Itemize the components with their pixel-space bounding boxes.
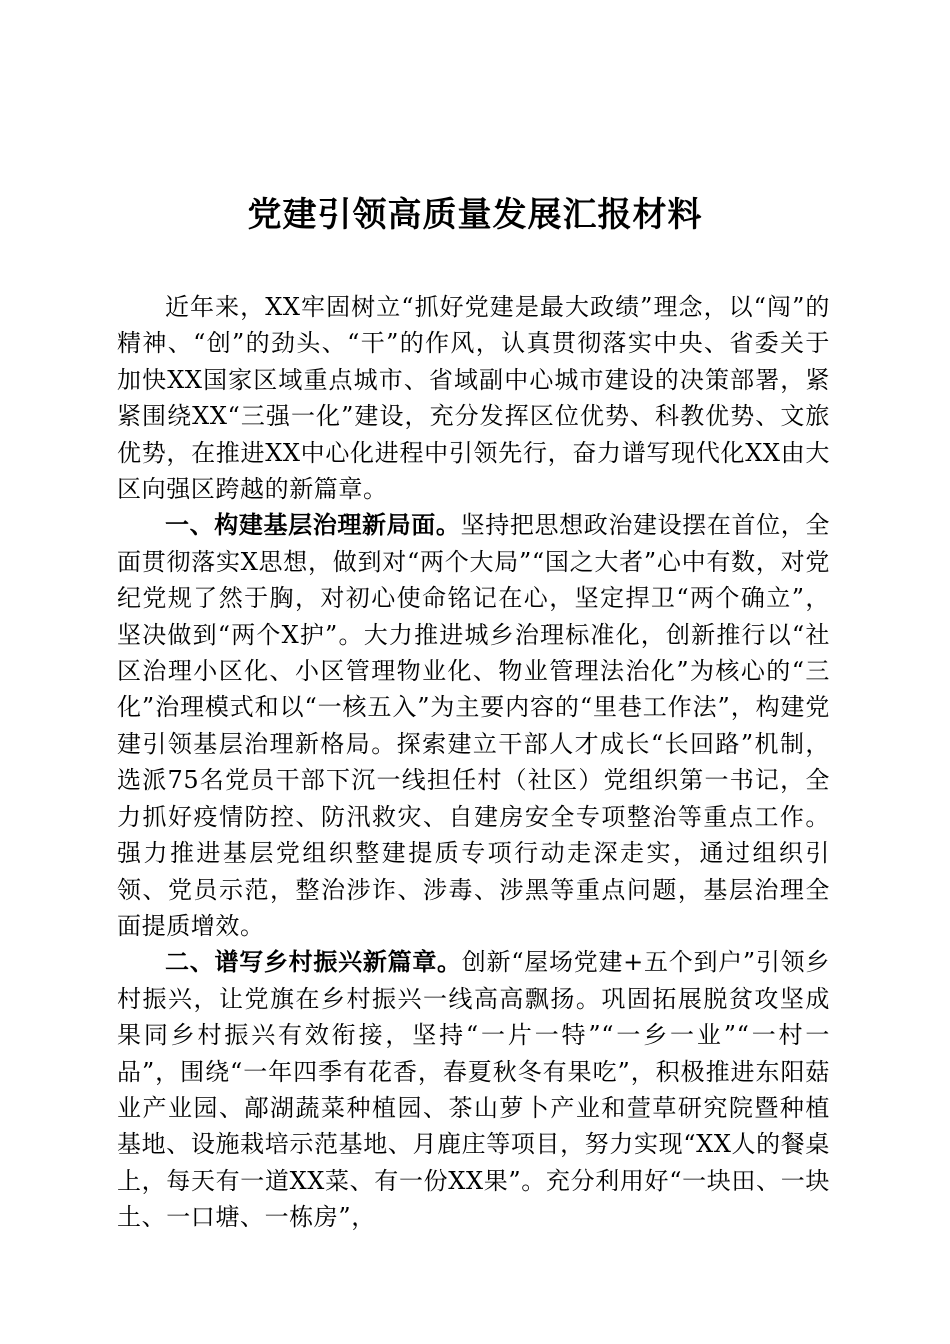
paragraph-section-2 (117, 944, 830, 1235)
section-2-text: 创新“屋场党建+五个到户”引领乡村振兴，让党旗在乡村振兴一线高高飘扬。巩固拓展脱贫攻坚成果同乡村振兴有效衔接，坚持“一片一特”“一乡一业”“一村一品”，围绕“一年四季有花香，春夏秋冬有果吃”，积极推进东阳菇业产业园、鄗湖蔬菜种植园、茶山萝卜产业和萱草研究院暨种植基地、设施栽培示范基地、月鹿庄等项目，努力实现“XX人的餐桌上，每天有一道XX菜、有一份XX果”。充分利用好“一块田、一块土、一口塘、一栋房”， (117, 948, 830, 1232)
section-2-heading: 二、谱写乡村振兴新篇章。 (165, 947, 462, 977)
section-1-heading: 一、构建基层治理新局面。 (165, 510, 461, 540)
section-1-text: 坚持把思想政治建设摆在首位，全面贯彻落实X思想，做到对“两个大局”“国之大者”心中有数，对党纪党规了然于胸，对初心使命铭记在心，坚定捍卫“两个确立”，坚决做到“两个X护”。大力推进城乡治理标准化，创新推行以“社区治理小区化、小区管理物业化、物业管理法治化”为核心的“三化”治理模式和以“一核五入”为主要内容的“里巷工作法”，构建党建引领基层治理新格局。探索建立干部人才成长“长回路”机制，选派75名党员干部下沉一线担任村（社区）党组织第一书记，全力抓好疫情防控、防汛救灾、自建房安全专项整治等重点工作。强力推进基层党组织整建提质专项行动走深走实，通过组织引领、党员示范，整治涉诈、涉毒、涉黑等重点问题，基层治理全面提质增效。 (117, 511, 831, 940)
document-body (117, 289, 830, 1236)
paragraph-section-1 (117, 507, 830, 944)
document-title: 党建引领高质量发展汇报材料 (247, 195, 703, 235)
paragraph-intro (117, 289, 830, 507)
paragraph-intro-text: 近年来，XX牢固树立“抓好党建是最大政绩”理念，以“闯”的精神、“创”的劲头、“干”的作风，认真贯彻落实中央、省委关于加快XX国家区域重点城市、省域副中心城市建设的决策部署，紧紧围绕XX“三强一化”建设，充分发挥区位优势、科教优势、文旅优势，在推进XX中心化进程中引领先行，奋力谱写现代化XX由大区向强区跨越的新篇章。 (117, 293, 830, 504)
